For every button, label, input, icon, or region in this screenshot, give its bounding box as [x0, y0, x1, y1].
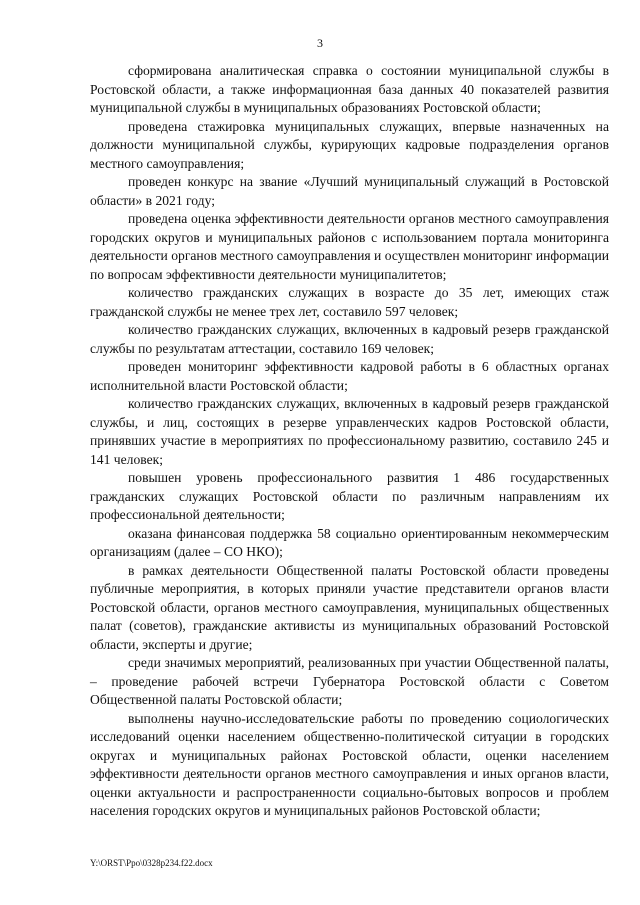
paragraph-nko-support: оказана финансовая поддержка 58 социально ориентированным некоммерческим организациям (далее – СО НКО);	[90, 525, 609, 559]
footer-file-path: Y:\ORST\Ppo\0328p234.f22.docx	[90, 858, 213, 868]
paragraph-hr-monitoring: проведен мониторинг эффективности кадровой работы в 6 областных органах исполнительной власти Ростовской области;	[90, 359, 609, 393]
paragraph-analytical-report: сформирована аналитическая справка о состоянии муниципальной службы в Ростовской области, а также информационная база данных 40 показателей развития муниципальной службы в муниципальных образованиях Ростовской области;	[90, 63, 609, 115]
paragraph-reserve-development: количество гражданских служащих, включенных в кадровый резерв гражданской службы, и лиц, состоящих в резерве управленческих кадров Ростовской области, принявших участие в мероприятиях по профессиональному развитию, составило 245 и 141 человек;	[90, 396, 609, 467]
paragraph-internship: проведена стажировка муниципальных служащих, впервые назначенных на должности муниципальной службы, курирующих кадровые подразделения органов местного самоуправления;	[90, 118, 609, 171]
paragraph-public-chamber-events: в рамках деятельности Общественной палаты Ростовской области проведены публичные мероприятия, в которых приняли участие представители органов власти Ростовской области, органов местного самоуправления, муниципальных общественных палат (советов), гражданские активисты из муниципальных образований Ростовской области, эксперты и другие;	[90, 562, 609, 652]
paragraph-personnel-reserve: количество гражданских служащих, включенных в кадровый резерв гражданской службы по результатам аттестации, составило 169 человек;	[90, 322, 609, 356]
document-body	[90, 62, 609, 821]
paragraph-governor-meeting: среди значимых мероприятий, реализованных при участии Общественной палаты, – проведение рабочей встречи Губернатора Ростовской области с Советом Общественной палаты Ростовской области;	[90, 655, 609, 707]
paragraph-young-servants: количество гражданских служащих в возрасте до 35 лет, имеющих стаж гражданской службы не менее трех лет, составило 597 человек;	[90, 285, 609, 319]
paragraph-professional-development: повышен уровень профессионального развития 1 486 государственных гражданских служащих Ростовской области по различным направлениям их профессиональной деятельности;	[90, 470, 609, 522]
page-number: 3	[317, 36, 323, 50]
paragraph-best-servant-contest: проведен конкурс на звание «Лучший муниципальный служащий в Ростовской области» в 2021 году;	[90, 174, 609, 208]
paragraph-sociological-research: выполнены научно-исследовательские работы по проведению социологических исследований оценки населением общественно-политической ситуации в городских округах и муниципальных районах Ростовской области, оценки населением эффективности деятельности органов местного самоуправления и иных органов власти, оценки актуальности и распространенности социально-бытовых вопросов и проблем населения городских округов и муниципальных районов Ростовской области;	[90, 710, 609, 818]
paragraph-efficiency-assessment: проведена оценка эффективности деятельности органов местного самоуправления городских округов и муниципальных районов с использованием портала мониторинга деятельности органов местного самоуправления и осуществлен мониторинг информации по вопросам эффективности деятельности муниципалитетов;	[90, 211, 609, 282]
